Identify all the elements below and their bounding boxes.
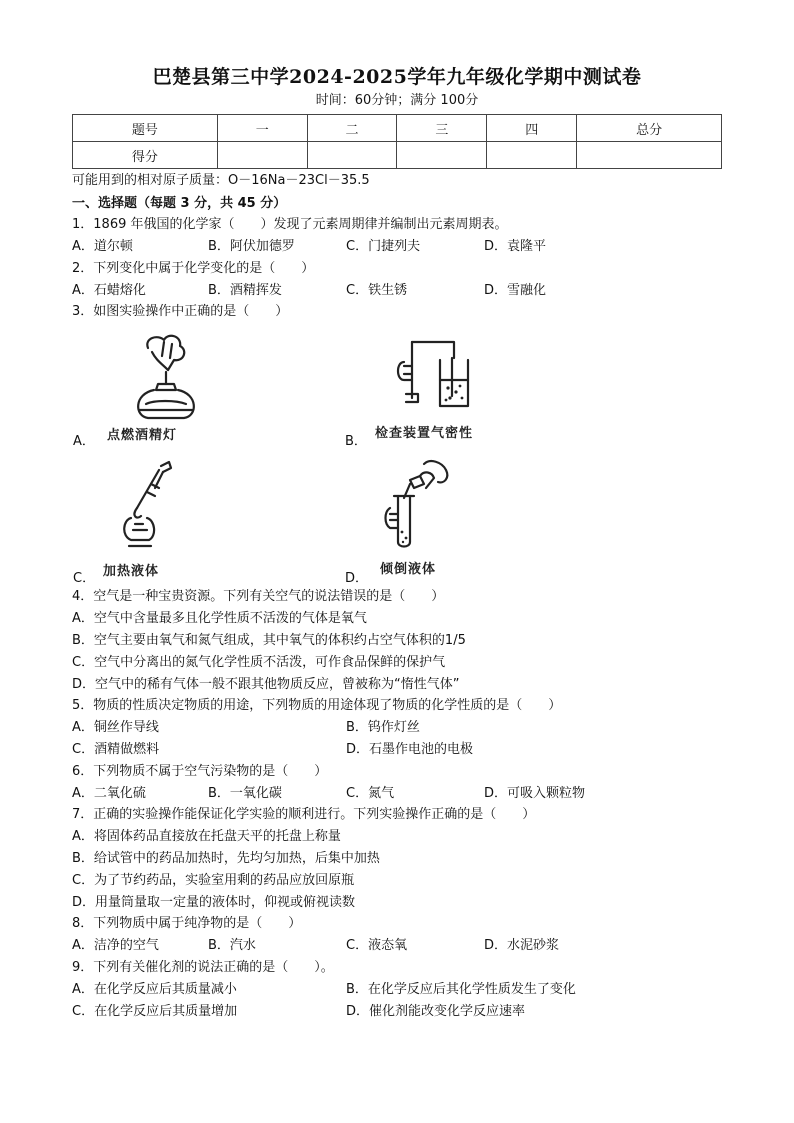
option-c: C．氮气 bbox=[346, 786, 395, 801]
option-a: A． bbox=[73, 434, 95, 449]
question-stem: 1．1869 年俄国的化学家（ ）发现了元素周期律并编制出元素周期表。 bbox=[72, 217, 508, 232]
score-cell: 题号 bbox=[73, 115, 218, 142]
score-input-cell[interactable] bbox=[217, 142, 307, 169]
question-stem: 3．如图实验操作中正确的是（ ） bbox=[72, 304, 289, 319]
option-b: B．阿伏加德罗 bbox=[208, 239, 295, 254]
figure-caption: 加热液体 bbox=[103, 564, 160, 579]
score-table-score-row bbox=[73, 142, 722, 169]
question-stem: 8．下列物质中属于纯净物的是（ ） bbox=[72, 916, 302, 931]
option-b: B．钨作灯丝 bbox=[346, 720, 420, 735]
option-c: C．空气中分离出的氮气化学性质不活泼，可作食品保鲜的保护气 bbox=[72, 655, 446, 670]
option-b: B．在化学反应后其化学性质发生了变化 bbox=[346, 982, 576, 997]
figure-caption: 检查装置气密性 bbox=[375, 426, 474, 441]
option-c: C．门捷列夫 bbox=[346, 239, 421, 254]
score-cell: 一 bbox=[217, 115, 307, 142]
exam-subtitle: 时间：60分钟；满分 100分 bbox=[315, 93, 479, 108]
pouring-liquid-figure bbox=[380, 458, 460, 553]
score-cell: 总分 bbox=[577, 115, 722, 142]
score-input-cell[interactable] bbox=[577, 142, 722, 169]
score-input-cell[interactable] bbox=[307, 142, 397, 169]
score-table bbox=[72, 114, 722, 169]
airtightness-figure bbox=[392, 332, 482, 412]
option-a: A．将固体药品直接放在托盘天平的托盘上称量 bbox=[72, 829, 341, 844]
option-b: B．一氧化碳 bbox=[208, 786, 282, 801]
exam-title: 巴楚县第三中学2024-2025学年九年级化学期中测试卷 bbox=[152, 66, 642, 88]
score-cell: 四 bbox=[487, 115, 577, 142]
option-d: D． bbox=[345, 571, 369, 586]
option-c: C．铁生锈 bbox=[346, 283, 408, 298]
score-cell: 二 bbox=[307, 115, 397, 142]
score-input-cell[interactable] bbox=[487, 142, 577, 169]
option-a: A．空气中含量最多且化学性质不活泼的气体是氧气 bbox=[72, 611, 367, 626]
option-d: D．雪融化 bbox=[484, 283, 547, 298]
question-stem: 5．物质的性质决定物质的用途，下列物质的用途体现了物质的化学性质的是（ ） bbox=[72, 698, 562, 713]
option-b: B． bbox=[345, 434, 367, 449]
option-d: D．催化剂能改变化学反应速率 bbox=[346, 1004, 526, 1019]
question-stem: 6．下列物质不属于空气污染物的是（ ） bbox=[72, 764, 328, 779]
alcohol-lamp-figure bbox=[118, 330, 208, 425]
option-a: A．石蜡熔化 bbox=[72, 283, 146, 298]
figure-caption: 倾倒液体 bbox=[380, 562, 437, 577]
option-a: A．洁净的空气 bbox=[72, 938, 159, 953]
score-cell: 得分 bbox=[73, 142, 218, 169]
option-c: C．为了节约药品，实验室用剩的药品应放回原瓶 bbox=[72, 873, 355, 888]
figure-caption: 点燃酒精灯 bbox=[107, 428, 178, 443]
option-b: B．空气主要由氧气和氮气组成，其中氧气的体积约占空气体积的1/5 bbox=[72, 633, 466, 648]
option-b: B．给试管中的药品加热时，先均匀加热，后集中加热 bbox=[72, 851, 380, 866]
option-d: D．空气中的稀有气体一般不跟其他物质反应，曾被称为“惰性气体” bbox=[72, 677, 460, 692]
option-c: C．在化学反应后其质量增加 bbox=[72, 1004, 238, 1019]
question-stem: 4．空气是一种宝贵资源。下列有关空气的说法错误的是（ ） bbox=[72, 589, 445, 604]
section-heading: 一、选择题（每题 3 分，共 45 分） bbox=[72, 196, 287, 211]
option-d: D．用量筒量取一定量的液体时，仰视或俯视读数 bbox=[72, 895, 356, 910]
option-c: C． bbox=[73, 571, 96, 586]
option-c: C．液态氧 bbox=[346, 938, 408, 953]
question-stem: 2．下列变化中属于化学变化的是（ ） bbox=[72, 261, 315, 276]
score-input-cell[interactable] bbox=[397, 142, 487, 169]
option-d: D．水泥砂浆 bbox=[484, 938, 560, 953]
score-table-header-row bbox=[73, 115, 722, 142]
option-b: B．汽水 bbox=[208, 938, 256, 953]
question-stem: 7．正确的实验操作能保证化学实验的顺利进行。下列实验操作正确的是（ ） bbox=[72, 807, 536, 822]
score-cell: 三 bbox=[397, 115, 487, 142]
heating-liquid-figure bbox=[115, 460, 185, 552]
option-c: C．酒精做燃料 bbox=[72, 742, 160, 757]
option-d: D．石墨作电池的电极 bbox=[346, 742, 474, 757]
option-a: A．铜丝作导线 bbox=[72, 720, 159, 735]
option-b: B．酒精挥发 bbox=[208, 283, 282, 298]
option-a: A．二氧化硫 bbox=[72, 786, 146, 801]
option-a: A．在化学反应后其质量减小 bbox=[72, 982, 237, 997]
option-d: D．可吸入颗粒物 bbox=[484, 786, 586, 801]
option-a: A．道尔顿 bbox=[72, 239, 133, 254]
atomic-mass-note: 可能用到的相对原子质量：O－16Na－23Cl－35.5 bbox=[72, 173, 370, 188]
option-d: D．袁隆平 bbox=[484, 239, 547, 254]
question-stem: 9．下列有关催化剂的说法正确的是（ ）。 bbox=[72, 960, 334, 975]
